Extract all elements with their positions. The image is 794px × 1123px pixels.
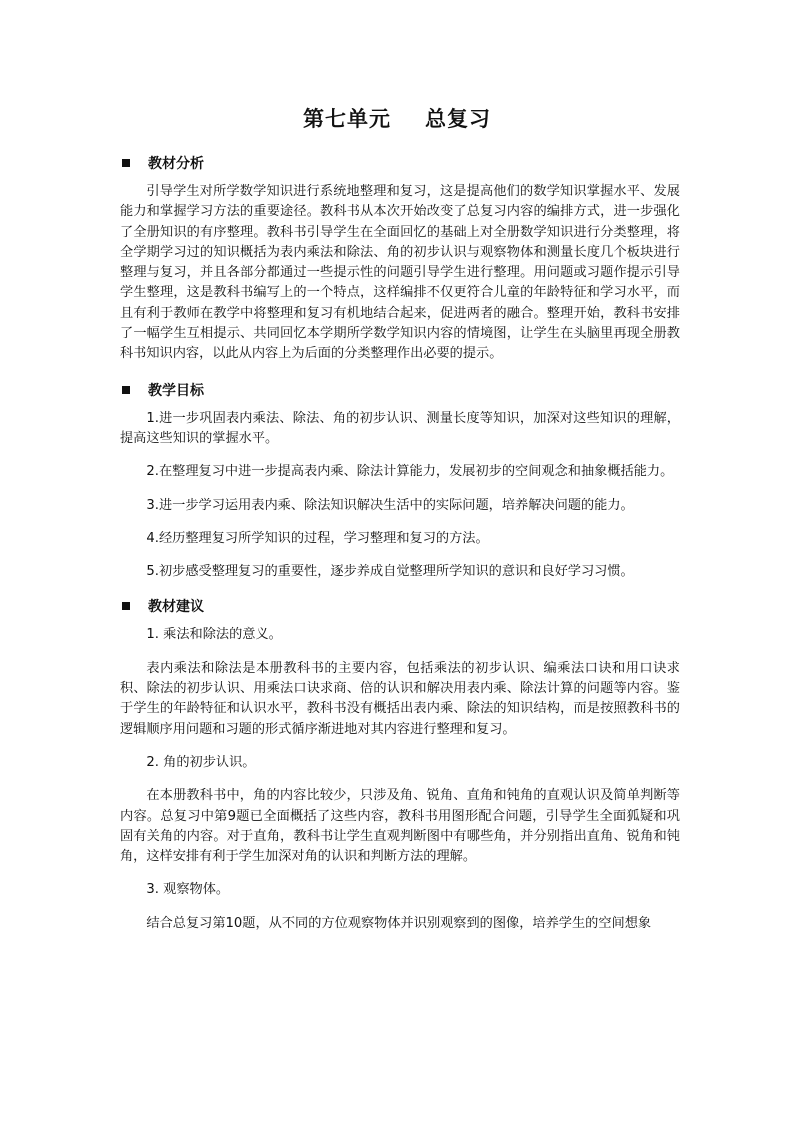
unit-label: 第七单元 xyxy=(303,106,391,131)
goal-item-2: 2.在整理复习中进一步提高表内乘、除法计算能力，发展初步的空间观念和抽象概括能力。 xyxy=(146,464,674,480)
section-heading-goals xyxy=(120,379,680,401)
analysis-paragraph: 引导学生对所学数学知识进行系统地整理和复习，这是提高他们的数学知识掌握水平、发展能力和掌握学习方法的重要途径。教科书从本次开始改变了总复习内容的编排方式，进一步强化了全册知识的有序整理。教科书引导学生在全面回忆的基础上对全册数学知识进行分类整理，将全学期学习过的知识概括为表内乘法和除法、角的初步认识与观察物体和测量长度几个板块进行整理与复习，并且各部分都通过一些提示性的问题引导学生进行整理。用问题或习题作提示引导学生整理，这是教科书编写上的一个特点，这样编排不仅更符合儿童的年龄特征和学习水平，而且有利于教师在教学中将整理和复习有机地结合起来，促进两者的融合。整理开始，教科书安排了一幅学生互相提示、共同回忆本学期所学数学知识内容的情境图，让学生在头脑里再现全册教科书知识内容，以此从内容上为后面的分类整理作出必要的提示。 xyxy=(120,184,680,362)
square-bullet-icon xyxy=(122,159,130,167)
square-bullet-icon xyxy=(122,386,130,394)
section-heading-label: 教学目标 xyxy=(148,382,204,399)
goal-item-4: 4.经历整理复习所学知识的过程，学习整理和复习的方法。 xyxy=(146,530,489,546)
goal-item-1: 1.进一步巩固表内乘法、除法、角的初步认识、测量长度等知识，加深对这些知识的理解，提高这些知识的掌握水平。 xyxy=(120,410,680,446)
subsection-text-3: 结合总复习第10题，从不同的方位观察物体并识别观察到的图像，培养学生的空间想象 xyxy=(146,915,652,931)
subsection-title-2: 2. 角的初步认识。 xyxy=(146,754,256,770)
subsection-title-1: 1. 乘法和除法的意义。 xyxy=(146,627,282,643)
document-body xyxy=(120,152,680,947)
section-heading-label: 教材建议 xyxy=(148,599,204,616)
section-heading-analysis xyxy=(120,152,680,174)
square-bullet-icon xyxy=(122,602,130,610)
subsection-text-2: 在本册教科书中，角的内容比较少，只涉及角、锐角、直角和钝角的直观认识及简单判断等内容。总复习中第9题已全面概括了这些内容，教科书用图形配合问题，引导学生全面狐疑和巩固有关角的内容。对于直角，教科书让学生直观判断图中有哪些角，并分别指出直角、锐角和钝角，这样安排有利于学生加深对角的认识和判断方法的理解。 xyxy=(120,788,680,865)
subsection-title-3: 3. 观察物体。 xyxy=(146,882,230,898)
subsection-text-1: 表内乘法和除法是本册教科书的主要内容，包括乘法的初步认识、编乘法口诀和用口诀求积、除法的初步认识、用乘法口诀求商、倍的认识和解决用表内乘、除法计算的问题等内容。鉴于学生的年龄特征和认识水平，教科书没有概括出表内乘、除法的知识结构，而是按照教科书的逻辑顺序用问题和习题的形式循序渐进地对其内容进行整理和复习。 xyxy=(120,660,680,737)
goal-item-5: 5.初步感受整理复习的重要性，逐步养成自觉整理所学知识的意识和良好学习习惯。 xyxy=(146,564,634,580)
unit-name: 总复习 xyxy=(425,106,491,131)
page-title xyxy=(0,103,794,133)
section-heading-label: 教材分析 xyxy=(148,156,204,172)
goal-item-3: 3.进一步学习运用表内乘、除法知识解决生活中的实际问题，培养解决问题的能力。 xyxy=(146,497,634,513)
section-heading-suggestions xyxy=(120,595,680,617)
